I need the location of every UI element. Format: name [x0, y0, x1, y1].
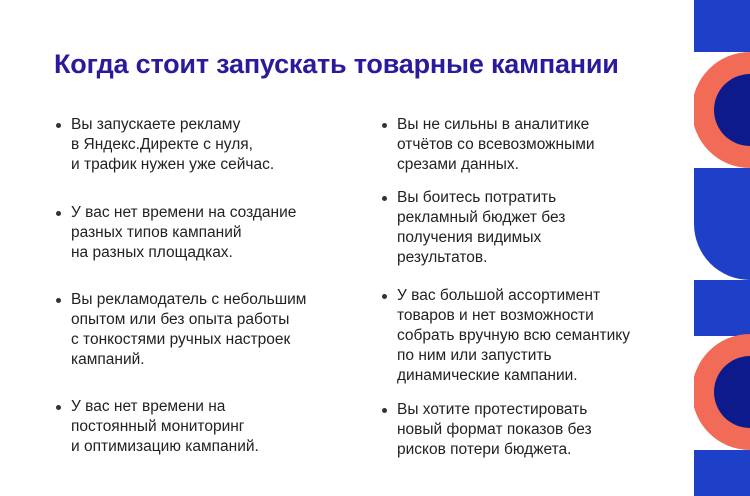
list-item-line: динамические кампании.: [397, 367, 578, 384]
list-item: [380, 115, 670, 175]
list-item-line: в Яндекс.Директе с нуля,: [71, 136, 253, 153]
list-item-line: рекламный бюджет без: [397, 209, 566, 226]
list-item: [54, 290, 344, 370]
list-item-line: Вы боитесь потратить: [397, 189, 557, 206]
list-item-line: на разных площадках.: [71, 244, 233, 261]
list-item-line: У вас большой ассортимент: [397, 287, 601, 304]
bullet-icon: [56, 298, 61, 303]
list-item-line: новый формат показов без: [397, 421, 592, 438]
bullet-icon: [382, 123, 387, 128]
list-item: [380, 400, 670, 460]
decorative-pattern: [694, 0, 750, 496]
list-item-line: и трафик нужен уже сейчас.: [71, 156, 275, 173]
list-item-line: У вас нет времени на: [71, 398, 226, 415]
list-item: [380, 286, 670, 386]
list-item-line: Вы запускаете рекламу: [71, 116, 241, 133]
blue-block: [694, 168, 750, 224]
list-item-line: кампаний.: [71, 351, 145, 368]
list-item-line: результатов.: [397, 249, 488, 266]
list-item: [54, 115, 344, 175]
list-item-line: рисков потери бюджета.: [397, 441, 572, 458]
blue-block: [694, 450, 750, 496]
list-item-line: опытом или без опыта работы: [71, 311, 290, 328]
list-item-line: получения видимых: [397, 229, 542, 246]
list-item-line: Вы хотите протестировать: [397, 401, 588, 418]
list-item-line: и оптимизацию кампаний.: [71, 438, 259, 455]
decorative-shapes-icon: [694, 0, 750, 496]
list-item-line: товаров и нет возможности: [397, 307, 594, 324]
bullet-icon: [56, 123, 61, 128]
list-item-line: с тонкостями ручных настроек: [71, 331, 291, 348]
bullet-icon: [382, 294, 387, 299]
blue-quarter-shape: [694, 224, 750, 280]
bullet-icon: [382, 196, 387, 201]
list-item-line: срезами данных.: [397, 156, 519, 173]
list-item: [380, 188, 670, 268]
list-item-line: Вы рекламодатель с небольшим: [71, 291, 307, 308]
bullet-icon: [382, 408, 387, 413]
list-item: [54, 397, 344, 457]
list-item-line: отчётов со всевозможными: [397, 136, 595, 153]
blue-block: [694, 280, 750, 336]
bullet-icon: [56, 211, 61, 216]
list-item-line: Вы не сильны в аналитике: [397, 116, 590, 133]
list-item-line: постоянный мониторинг: [71, 418, 245, 435]
list-item: [54, 203, 344, 263]
list-item-line: по ним или запустить: [397, 347, 552, 364]
list-item-line: разных типов кампаний: [71, 224, 242, 241]
bullet-icon: [56, 405, 61, 410]
page-title: Когда стоит запускать товарные кампании: [54, 49, 619, 79]
list-item-line: У вас нет времени на создание: [71, 204, 297, 221]
list-item-line: собрать вручную всю семантику: [397, 327, 630, 344]
blue-block: [694, 0, 750, 52]
